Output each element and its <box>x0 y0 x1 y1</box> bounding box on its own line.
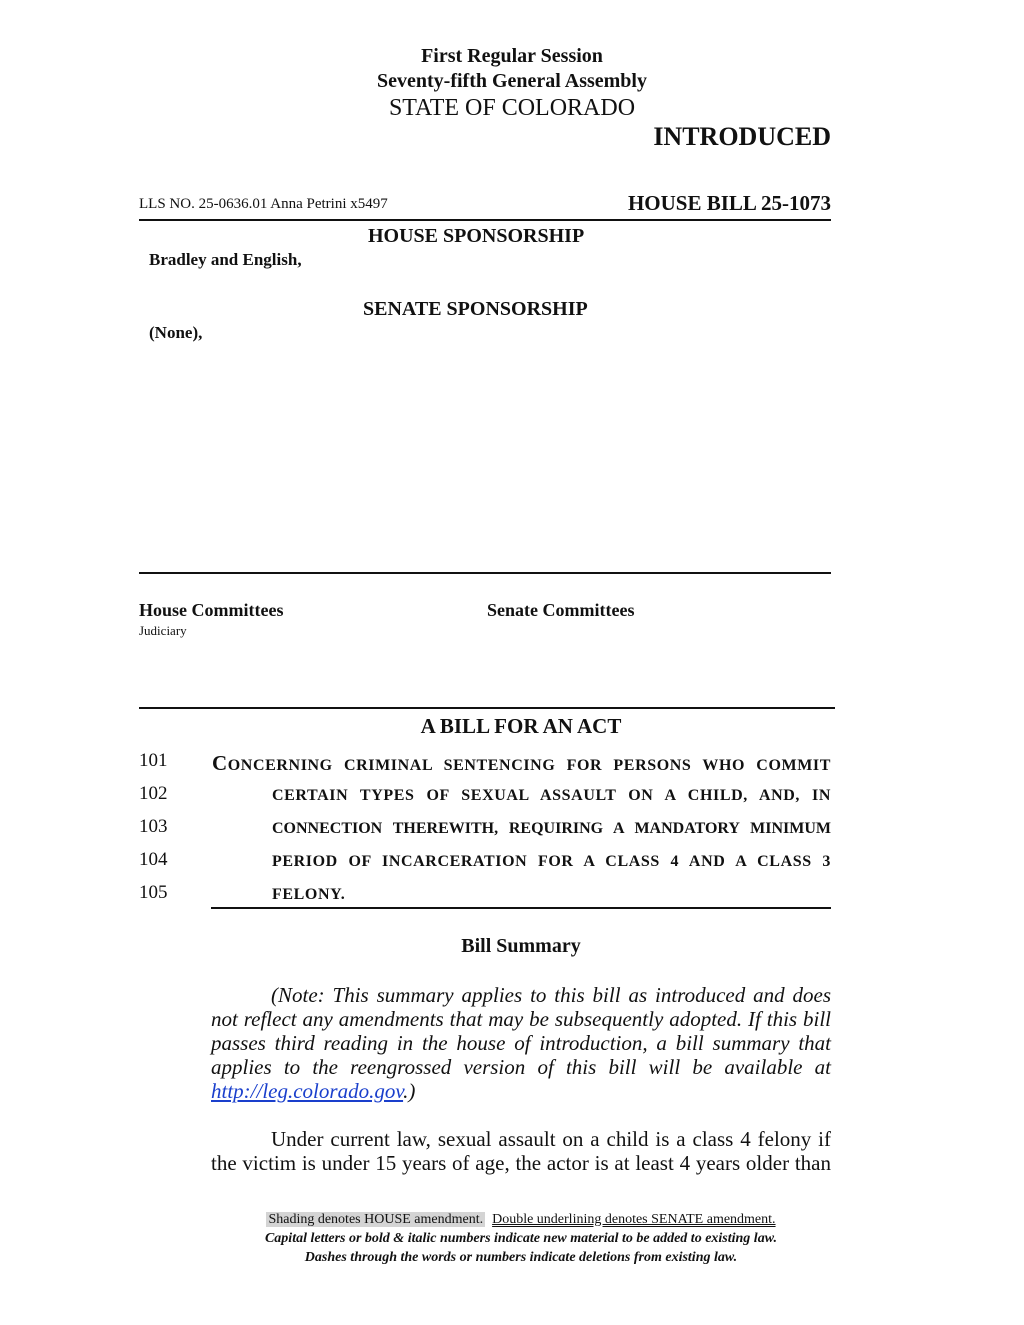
title-rule-bottom <box>211 907 831 909</box>
bill-number: HOUSE BILL 25-1073 <box>627 191 831 215</box>
bill-heading: A BILL FOR AN ACT <box>420 714 622 738</box>
assembly-label: Seventy-fifth General Assembly <box>377 70 647 92</box>
summary-heading: Bill Summary <box>461 935 581 957</box>
state-label: STATE OF COLORADO <box>388 95 636 121</box>
title-line-105: FELONY. <box>272 886 346 903</box>
footer-capitals-note: Capital letters or bold & italic numbers indicate new material to be added to existing law. <box>264 1231 778 1246</box>
line-number-101: 101 <box>139 750 168 771</box>
footer-amendment-legend <box>0 1210 1024 1229</box>
house-sponsorship-heading: HOUSE SPONSORSHIP <box>368 225 585 247</box>
senate-committees-heading: Senate Committees <box>487 600 635 620</box>
footer-dashes-note: Dashes through the words or numbers indicate deletions from existing law. <box>304 1250 738 1265</box>
line-number-104: 104 <box>139 849 168 870</box>
summary-note-line-3: passes third reading in the house of introduction, a bill summary that <box>211 1031 831 1055</box>
line-number-103: 103 <box>139 816 168 837</box>
house-committee-judiciary: Judiciary <box>139 623 187 638</box>
senate-sponsorship-heading: SENATE SPONSORSHIP <box>363 298 588 320</box>
header-rule <box>139 219 831 221</box>
house-committees-heading: House Committees <box>139 600 284 620</box>
session-label: First Regular Session <box>421 45 603 67</box>
summary-note-line-2: not reflect any amendments that may be subsequently adopted. If this bill <box>211 1007 831 1031</box>
line-number-105: 105 <box>139 882 168 903</box>
bill-rule-top <box>139 707 835 709</box>
summary-body-line-2: the victim is under 15 years of age, the actor is at least 4 years older than <box>211 1151 831 1175</box>
footer-shading-note: Shading denotes HOUSE amendment. <box>268 1212 484 1227</box>
senate-sponsors: (None), <box>149 323 203 342</box>
lls-number: LLS NO. 25-0636.01 Anna Petrini x5497 <box>139 196 388 212</box>
line-number-102: 102 <box>139 783 168 804</box>
summary-note-line-4: applies to the reengrossed version of this bill will be available at <box>211 1055 831 1079</box>
title-line-102: CERTAIN TYPES OF SEXUAL ASSAULT ON A CHILD, AND, IN <box>272 787 831 804</box>
summary-note-line-5: http://leg.colorado.gov.) <box>211 1079 416 1103</box>
leg-colorado-link[interactable]: http://leg.colorado.gov <box>211 1079 404 1103</box>
title-line-101: CONCERNING CRIMINAL SENTENCING FOR PERSONS WHO COMMIT <box>212 751 831 775</box>
house-sponsors: Bradley and English, <box>149 250 302 269</box>
committees-rule-top <box>139 572 831 574</box>
footer-underline-note: Double underlining denotes SENATE amendment. <box>492 1212 776 1227</box>
title-line-103: CONNECTION THEREWITH, REQUIRING A MANDATORY MINIMUM <box>272 820 831 837</box>
summary-body-line-1: Under current law, sexual assault on a child is a class 4 felony if <box>271 1127 831 1151</box>
summary-note-line-1: (Note: This summary applies to this bill as introduced and does <box>271 983 831 1007</box>
status-label: INTRODUCED <box>653 122 831 151</box>
title-line-104: PERIOD OF INCARCERATION FOR A CLASS 4 AND A CLASS 3 <box>272 853 831 870</box>
